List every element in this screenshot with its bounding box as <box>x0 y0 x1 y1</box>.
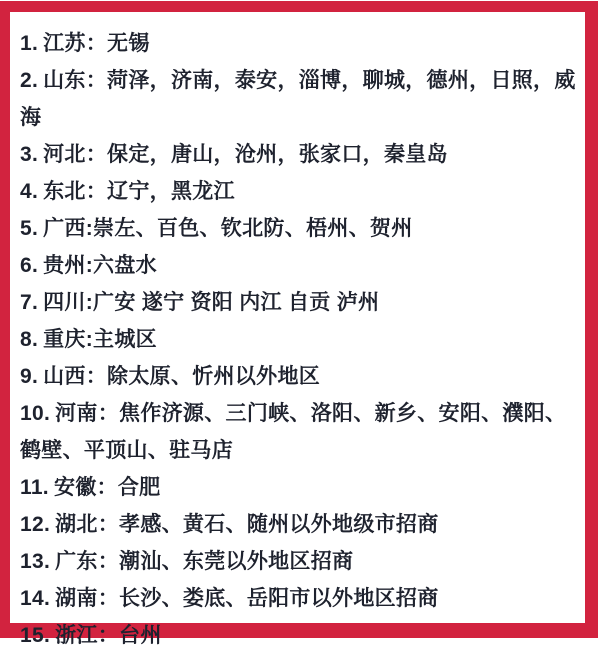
item-colon: : <box>85 217 94 240</box>
item-colon: : <box>85 328 94 351</box>
item-cities: 辽宁，黑龙江 <box>107 180 235 203</box>
list-item <box>20 395 579 469</box>
list-item <box>20 210 579 247</box>
item-cities: 潮汕、东莞以外地区招商 <box>119 550 354 573</box>
item-number: 3. <box>20 143 39 166</box>
list-item <box>20 284 579 321</box>
list-item <box>20 247 579 284</box>
item-colon: ： <box>97 624 120 647</box>
item-region: 湖北 <box>55 513 98 536</box>
item-region: 贵州 <box>43 254 86 277</box>
item-colon: ： <box>97 513 120 536</box>
list-item <box>20 358 579 395</box>
list-item <box>20 25 579 62</box>
item-region: 浙江 <box>55 624 98 647</box>
item-number: 9. <box>20 365 39 388</box>
list-item <box>20 506 579 543</box>
item-number: 13. <box>20 550 51 573</box>
item-region: 山西 <box>43 365 86 388</box>
item-number: 1. <box>20 32 39 55</box>
item-region: 河南 <box>55 402 98 425</box>
item-number: 5. <box>20 217 39 240</box>
item-colon: ： <box>96 476 118 499</box>
item-region: 四川 <box>43 291 86 314</box>
item-colon: ： <box>85 365 108 388</box>
item-cities: 台州 <box>119 624 162 647</box>
item-colon: ： <box>85 180 108 203</box>
list-item <box>20 321 579 358</box>
item-colon: ： <box>97 550 120 573</box>
item-region: 广东 <box>55 550 98 573</box>
item-cities: 无锡 <box>107 32 150 55</box>
item-cities: 广安 遂宁 资阳 内江 自贡 泸州 <box>93 291 380 314</box>
list-item <box>20 469 579 506</box>
item-cities: 崇左、百色、钦北防、梧州、贺州 <box>93 217 413 240</box>
item-region: 广西 <box>43 217 86 240</box>
item-cities: 长沙、娄底、岳阳市以外地区招商 <box>119 587 439 610</box>
item-colon: : <box>85 291 94 314</box>
item-number: 7. <box>20 291 39 314</box>
item-region: 安徽 <box>53 476 97 499</box>
item-cities: 焦作济源、三门峡、洛阳、新乡、安阳、濮阳、鹤壁、平顶山、驻马店 <box>20 402 567 462</box>
item-number: 6. <box>20 254 39 277</box>
item-number: 11. <box>20 476 49 499</box>
item-cities: 保定，唐山，沧州，张家口，秦皇岛 <box>107 143 448 166</box>
item-colon: ： <box>97 402 120 425</box>
item-colon: ： <box>97 587 120 610</box>
item-region: 东北 <box>43 180 86 203</box>
item-cities: 合肥 <box>117 476 161 499</box>
item-cities: 除太原、忻州以外地区 <box>107 365 321 388</box>
red-frame <box>0 1 598 647</box>
item-number: 10. <box>20 402 51 425</box>
item-region: 重庆 <box>43 328 86 351</box>
item-cities: 菏泽，济南，泰安，淄博，聊城，德州，日照，威海 <box>20 69 576 129</box>
item-cities: 主城区 <box>93 328 157 351</box>
item-region: 湖南 <box>55 587 98 610</box>
list-item <box>20 617 579 654</box>
item-number: 12. <box>20 513 51 536</box>
item-number: 2. <box>20 69 39 92</box>
item-cities: 孝感、黄石、随州以外地级市招商 <box>119 513 439 536</box>
item-number: 15. <box>20 624 51 647</box>
item-number: 8. <box>20 328 39 351</box>
item-number: 14. <box>20 587 51 610</box>
item-number: 4. <box>20 180 39 203</box>
item-region: 河北 <box>43 143 86 166</box>
list-item <box>20 543 579 580</box>
item-cities: 六盘水 <box>93 254 157 277</box>
item-colon: : <box>85 254 94 277</box>
item-colon: ： <box>85 32 108 55</box>
list-item <box>20 62 579 136</box>
list-item <box>20 136 579 173</box>
list-item <box>20 580 579 617</box>
item-colon: ： <box>85 143 108 166</box>
item-region: 江苏 <box>43 32 86 55</box>
item-region: 山东 <box>43 69 86 92</box>
list-item <box>20 173 579 210</box>
item-colon: ： <box>85 69 108 92</box>
province-city-list <box>20 25 579 654</box>
